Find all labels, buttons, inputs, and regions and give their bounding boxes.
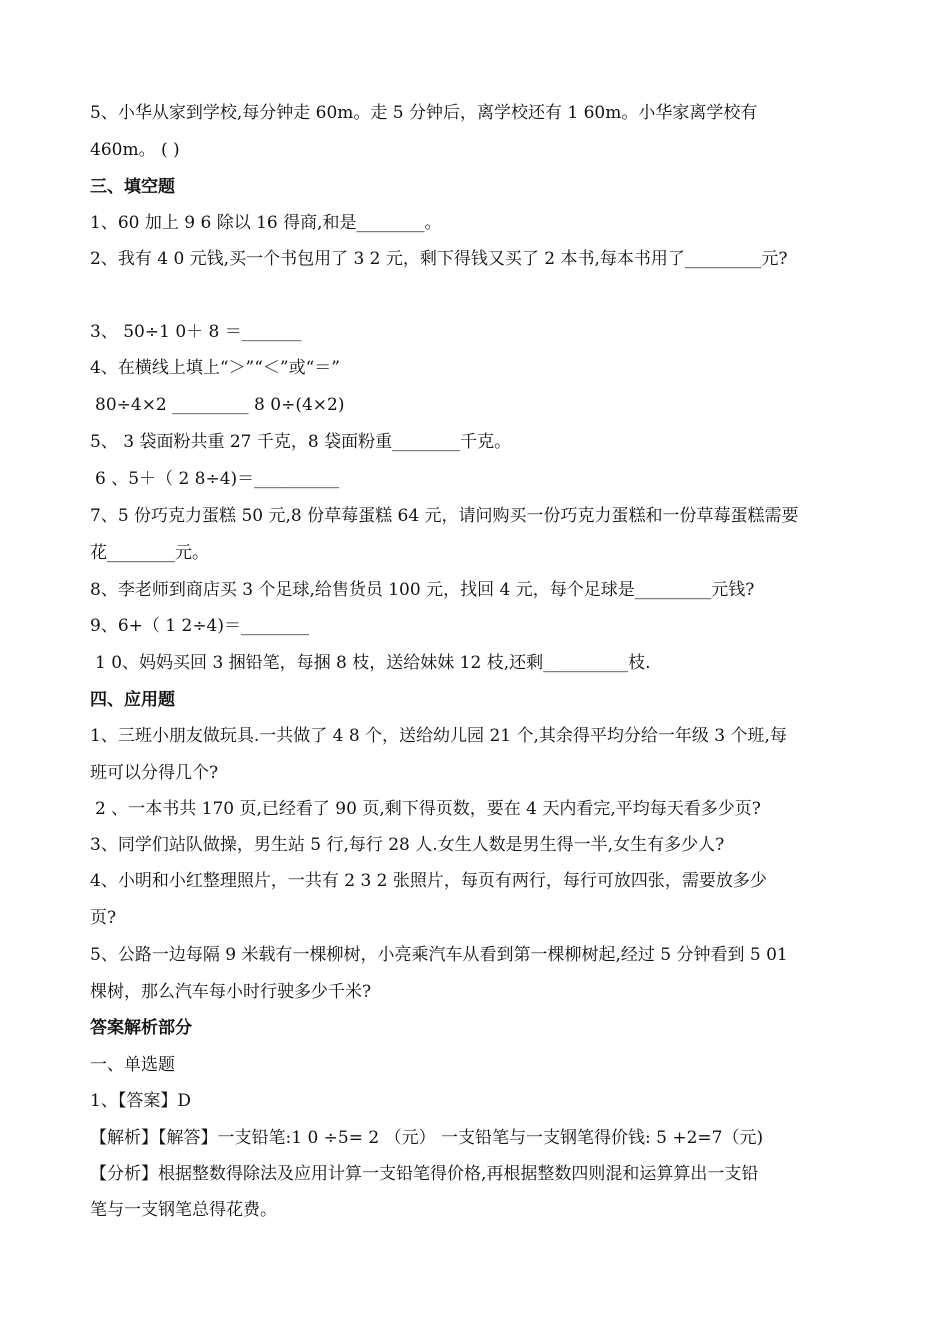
question-line: 460m。 ( ): [90, 140, 180, 160]
question-line: 页?: [90, 908, 117, 928]
question-line: 7、5 份巧克力蛋糕 50 元,8 份草莓蛋糕 64 元，请问购买一份巧克力蛋糕和一份草莓蛋糕需要: [90, 506, 799, 526]
section-heading: 四、应用题: [90, 690, 175, 710]
subsection-heading: 一、单选题: [90, 1055, 175, 1075]
answer-line: 【分析】根据整数得除法及应用计算一支铅笔得价格,再根据整数四则混和运算算出一支铅: [90, 1164, 759, 1184]
question-line: 5、 3 袋面粉共重 27 千克，8 袋面粉重________千克。: [90, 432, 512, 452]
question-line: 5、公路一边每隔 9 米载有一棵柳树，小亮乘汽车从看到第一棵柳树起,经过 5 分钟看到 5 01: [90, 945, 788, 965]
question-line: 班可以分得几个?: [90, 763, 219, 783]
answer-line: 【解析】【解答】一支铅笔:1 0 ÷5= 2 （元） 一支铅笔与一支钢笔得价钱: 5 +2=7（元): [90, 1128, 764, 1148]
section-heading: 答案解析部分: [90, 1018, 192, 1038]
question-line: 80÷4×2 _________ 8 0÷(4×2): [95, 395, 345, 415]
question-line: 1 0、妈妈买回 3 捆铅笔，每捆 8 枝，送给妹妹 12 枝,还剩__________枝.: [95, 653, 651, 673]
question-line: 5、小华从家到学校,每分钟走 60m。走 5 分钟后，离学校还有 1 60m。小华家离学校有: [90, 103, 758, 123]
question-line: 3、同学们站队做操，男生站 5 行,每行 28 人.女生人数是男生得一半,女生有多少人?: [90, 835, 725, 855]
question-line: 2、我有 4 0 元钱,买一个书包用了 3 2 元，剩下得钱又买了 2 本书,每本书用了_________元?: [90, 249, 788, 269]
question-line: 8、李老师到商店买 3 个足球,给售货员 100 元，找回 4 元，每个足球是_________元钱?: [90, 580, 755, 600]
question-line: 2 、一本书共 170 页,已经看了 90 页,剩下得页数，要在 4 天内看完,平均每天看多少页?: [95, 799, 761, 819]
question-line: 3、 50÷1 0＋ 8 ＝_______: [90, 322, 302, 342]
question-line: 4、小明和小红整理照片，一共有 2 3 2 张照片，每页有两行，每行可放四张，需要放多少: [90, 871, 767, 891]
section-heading: 三、填空题: [90, 177, 175, 197]
question-line: 花________元。: [90, 543, 209, 563]
question-line: 4、在横线上填上“＞”“＜”或“＝”: [90, 358, 340, 378]
question-line: 1、三班小朋友做玩具.一共做了 4 8 个，送给幼儿园 21 个,其余得平均分给一年级 3 个班,每: [90, 726, 787, 746]
answer-line: 1、【答案】D: [90, 1091, 191, 1111]
question-line: 棵树，那么汽车每小时行驶多少千米?: [90, 982, 372, 1002]
question-line: 1、60 加上 9 6 除以 16 得商,和是________。: [90, 213, 442, 233]
question-line: 9、6+（ 1 2÷4)＝________: [90, 616, 310, 636]
question-line: 6 、5＋（ 2 8÷4)＝__________: [95, 469, 340, 489]
answer-line: 笔与一支钢笔总得花费。: [90, 1200, 277, 1220]
